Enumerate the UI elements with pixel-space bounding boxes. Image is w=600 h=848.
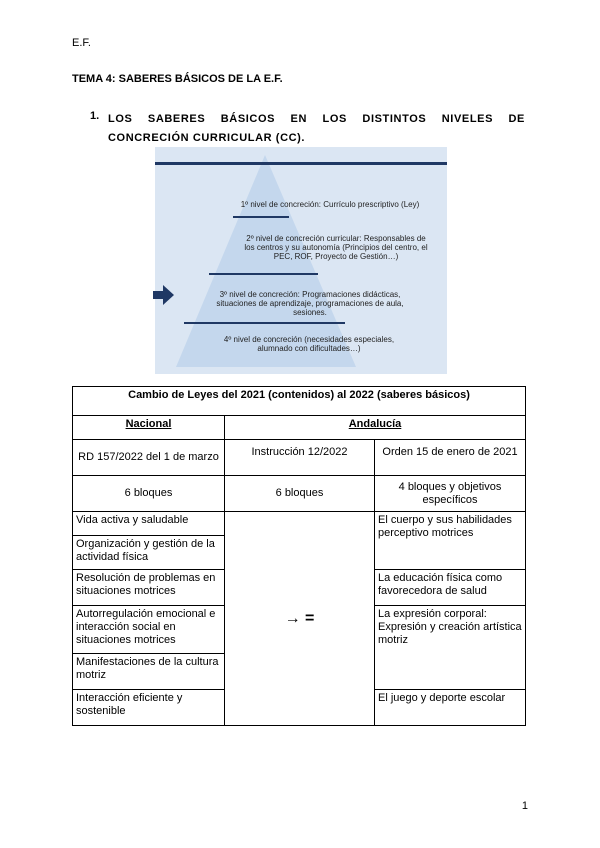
table-row	[73, 440, 526, 476]
orden-item: El cuerpo y sus habilidades perceptivo motrices	[375, 512, 526, 570]
orden-item: La expresión corporal: Expresión y creación artística motriz	[375, 606, 526, 690]
header-andalucia: Andalucía	[225, 416, 526, 440]
table-header-row	[73, 416, 526, 440]
page-number: 1	[521, 800, 528, 812]
header-nacional: Nacional	[73, 416, 225, 440]
equivalence-cell: → =	[225, 512, 375, 726]
topic-title: TEMA 4: SABERES BÁSICOS DE LA E.F.	[72, 73, 283, 85]
concretion-pyramid-figure	[155, 147, 447, 374]
rd-cell: RD 157/2022 del 1 de marzo	[73, 440, 225, 476]
table-row	[73, 476, 526, 512]
nacional-item: Interacción eficiente y sostenible	[73, 690, 225, 726]
pyramid-level-2: 2º nivel de concreción curricular: Responsables de los centros y su autonomía (Principios del centro, el PEC, ROF, Proyecto de Gestión…)	[244, 234, 428, 261]
orden-item: La educación física como favorecedora de salud	[375, 570, 526, 606]
pyramid-level-3: 3º nivel de concreción: Programaciones didácticas, situaciones de aprendizaje, programaciones de aula, sesiones.	[216, 290, 404, 317]
nacional-item: Organización y gestión de la actividad física	[73, 536, 225, 570]
pyramid-level-1: 1º nivel de concreción: Currículo prescriptivo (Ley)	[240, 200, 420, 209]
orden-item: El juego y deporte escolar	[375, 690, 526, 726]
bloques-orden-cell: 4 bloques y objetivos específicos	[375, 476, 526, 512]
pyramid-divider-1	[233, 216, 289, 218]
orden-cell: Orden 15 de enero de 2021	[375, 440, 526, 476]
header-initials: E.F.	[72, 37, 91, 49]
laws-comparison-table	[72, 386, 526, 726]
section-title: LOS SABERES BÁSICOS EN LOS DISTINTOS NIVELES DE CONCRECIÓN CURRICULAR (CC).	[108, 113, 525, 144]
nacional-item: Vida activa y saludable	[73, 512, 225, 536]
nacional-item: Autorregulación emocional e interacción social en situaciones motrices	[73, 606, 225, 654]
bloques-nacional-cell: 6 bloques	[73, 476, 225, 512]
nacional-item: Manifestaciones de la cultura motriz	[73, 654, 225, 690]
pyramid-divider-3	[184, 322, 345, 324]
pyramid-divider-2	[209, 273, 318, 275]
table-title-row	[73, 387, 526, 416]
table-title: Cambio de Leyes del 2021 (contenidos) al 2022 (saberes básicos)	[73, 387, 526, 416]
section-number: 1.	[90, 110, 100, 122]
bloques-instruccion-cell: 6 bloques	[225, 476, 375, 512]
pyramid-top-line	[155, 162, 447, 165]
nacional-item: Resolución de problemas en situaciones motrices	[73, 570, 225, 606]
instruccion-cell: Instrucción 12/2022	[225, 440, 375, 476]
arrow-right-icon	[153, 285, 175, 305]
pyramid-level-4: 4º nivel de concreción (necesidades especiales, alumnado con dificultades…)	[223, 335, 395, 353]
table-row	[73, 512, 526, 536]
